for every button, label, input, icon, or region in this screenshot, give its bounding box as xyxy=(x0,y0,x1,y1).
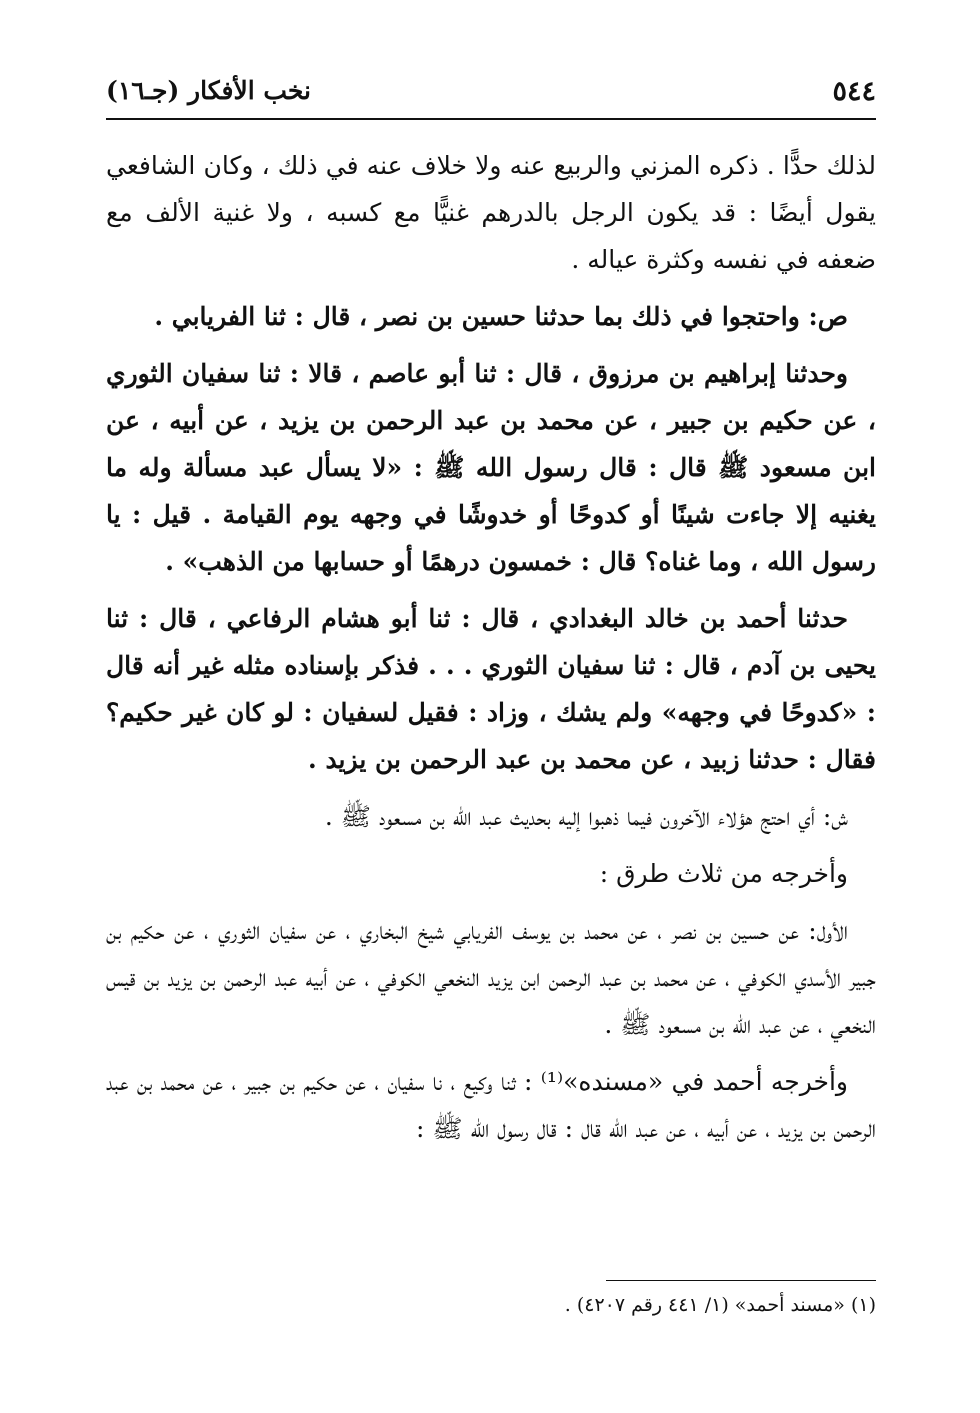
paragraph-first-route: الأول: عن حسين بن نصر ، عن محمد بن يوسف الفريابي شيخ البخاري ، عن سفيان الثوري ، عن حكيم بن جبير الأسدي الكوفي ، عن محمد بن عبد الرحمن ابن يزيد النخعي الكوفي ، عن أبيه عبد الرحمن بن يزيد بن قيس النخعي ، عن عبد الله بن مسعود ﷺ . xyxy=(106,916,876,1039)
paragraph-hadith-ibn-masud: وحدثنا إبراهيم بن مرزوق ، قال : ثنا أبو عاصم ، قالا : ثنا سفيان الثوري ، عن حكيم بن جبير ، عن محمد بن عبد الرحمن بن يزيد ، عن أبيه ، عن ابن مسعود ﷺ قال : قال رسول الله ﷺ : «لا يسأل عبد مسألة وله ما يغنيه إلا جاءت شينًا أو كدوحًا أو خدوشًا في وجهه يوم القيامة . قيل : يا رسول الله ، وما غناه؟ قال : خمسون درهمًا أو حسابها من الذهب» . xyxy=(106,359,876,576)
paragraph-shafii-quote: لذلك حدًّا . ذكره المزني والربيع عنه ولا خلاف عنه في ذلك ، وكان الشافعي يقول أيضًا : قد يكون الرجل بالدرهم غنيًّا مع كسبه ، ولا غنية الألف مع ضعفه في نفسه وكثرة عياله . xyxy=(106,151,876,274)
paragraph-three-routes: وأخرجه من ثلاث طرق : xyxy=(599,859,848,888)
main-text xyxy=(106,142,876,1162)
paragraph-sad-text: ص: واحتجوا في ذلك بما حدثنا حسين بن نصر ، قال : ثنا الفريابي . xyxy=(154,302,848,331)
page-header xyxy=(106,72,876,116)
header-divider xyxy=(106,118,876,120)
paragraph-sharh: ش: أي احتج هؤلاء الآخرون فيما ذهبوا إليه بحديث عبد الله بن مسعود ﷺ . xyxy=(324,802,848,831)
running-title: نخب الأفكار (جـ١٦) xyxy=(106,76,312,105)
footnote-divider xyxy=(606,1280,876,1281)
footnote: (١) «مسند أحمد» (١/ ٤٤١ رقم ٤٢٠٧) . xyxy=(564,1294,876,1316)
paragraph-second-chain: حدثنا أحمد بن خالد البغدادي ، قال : ثنا أبو هشام الرفاعي ، قال : ثنا يحيى بن آدم ، قال : ثنا سفيان الثوري . . . فذكر بإسناده مثله غير أنه قال : «كدوحًا في وجهه» ولم يشك ، وزاد : فقيل لسفيان : لو كان غير حكيم؟ فقال : حدثنا زبيد ، عن محمد بن عبد الرحمن بن يزيد . xyxy=(106,604,876,774)
paragraph-ahmad-musnad: وأخرجه أحمد في «مسنده»⁽¹⁾ : ثنا وكيع ، نا سفيان ، عن حكيم بن جبير ، عن محمد بن عبد الرحمن بن يزيد ، عن أبيه ، عن عبد الله قال : قال رسول الله ﷺ : xyxy=(106,1067,876,1143)
page-number: ٥٤٤ xyxy=(832,76,876,107)
